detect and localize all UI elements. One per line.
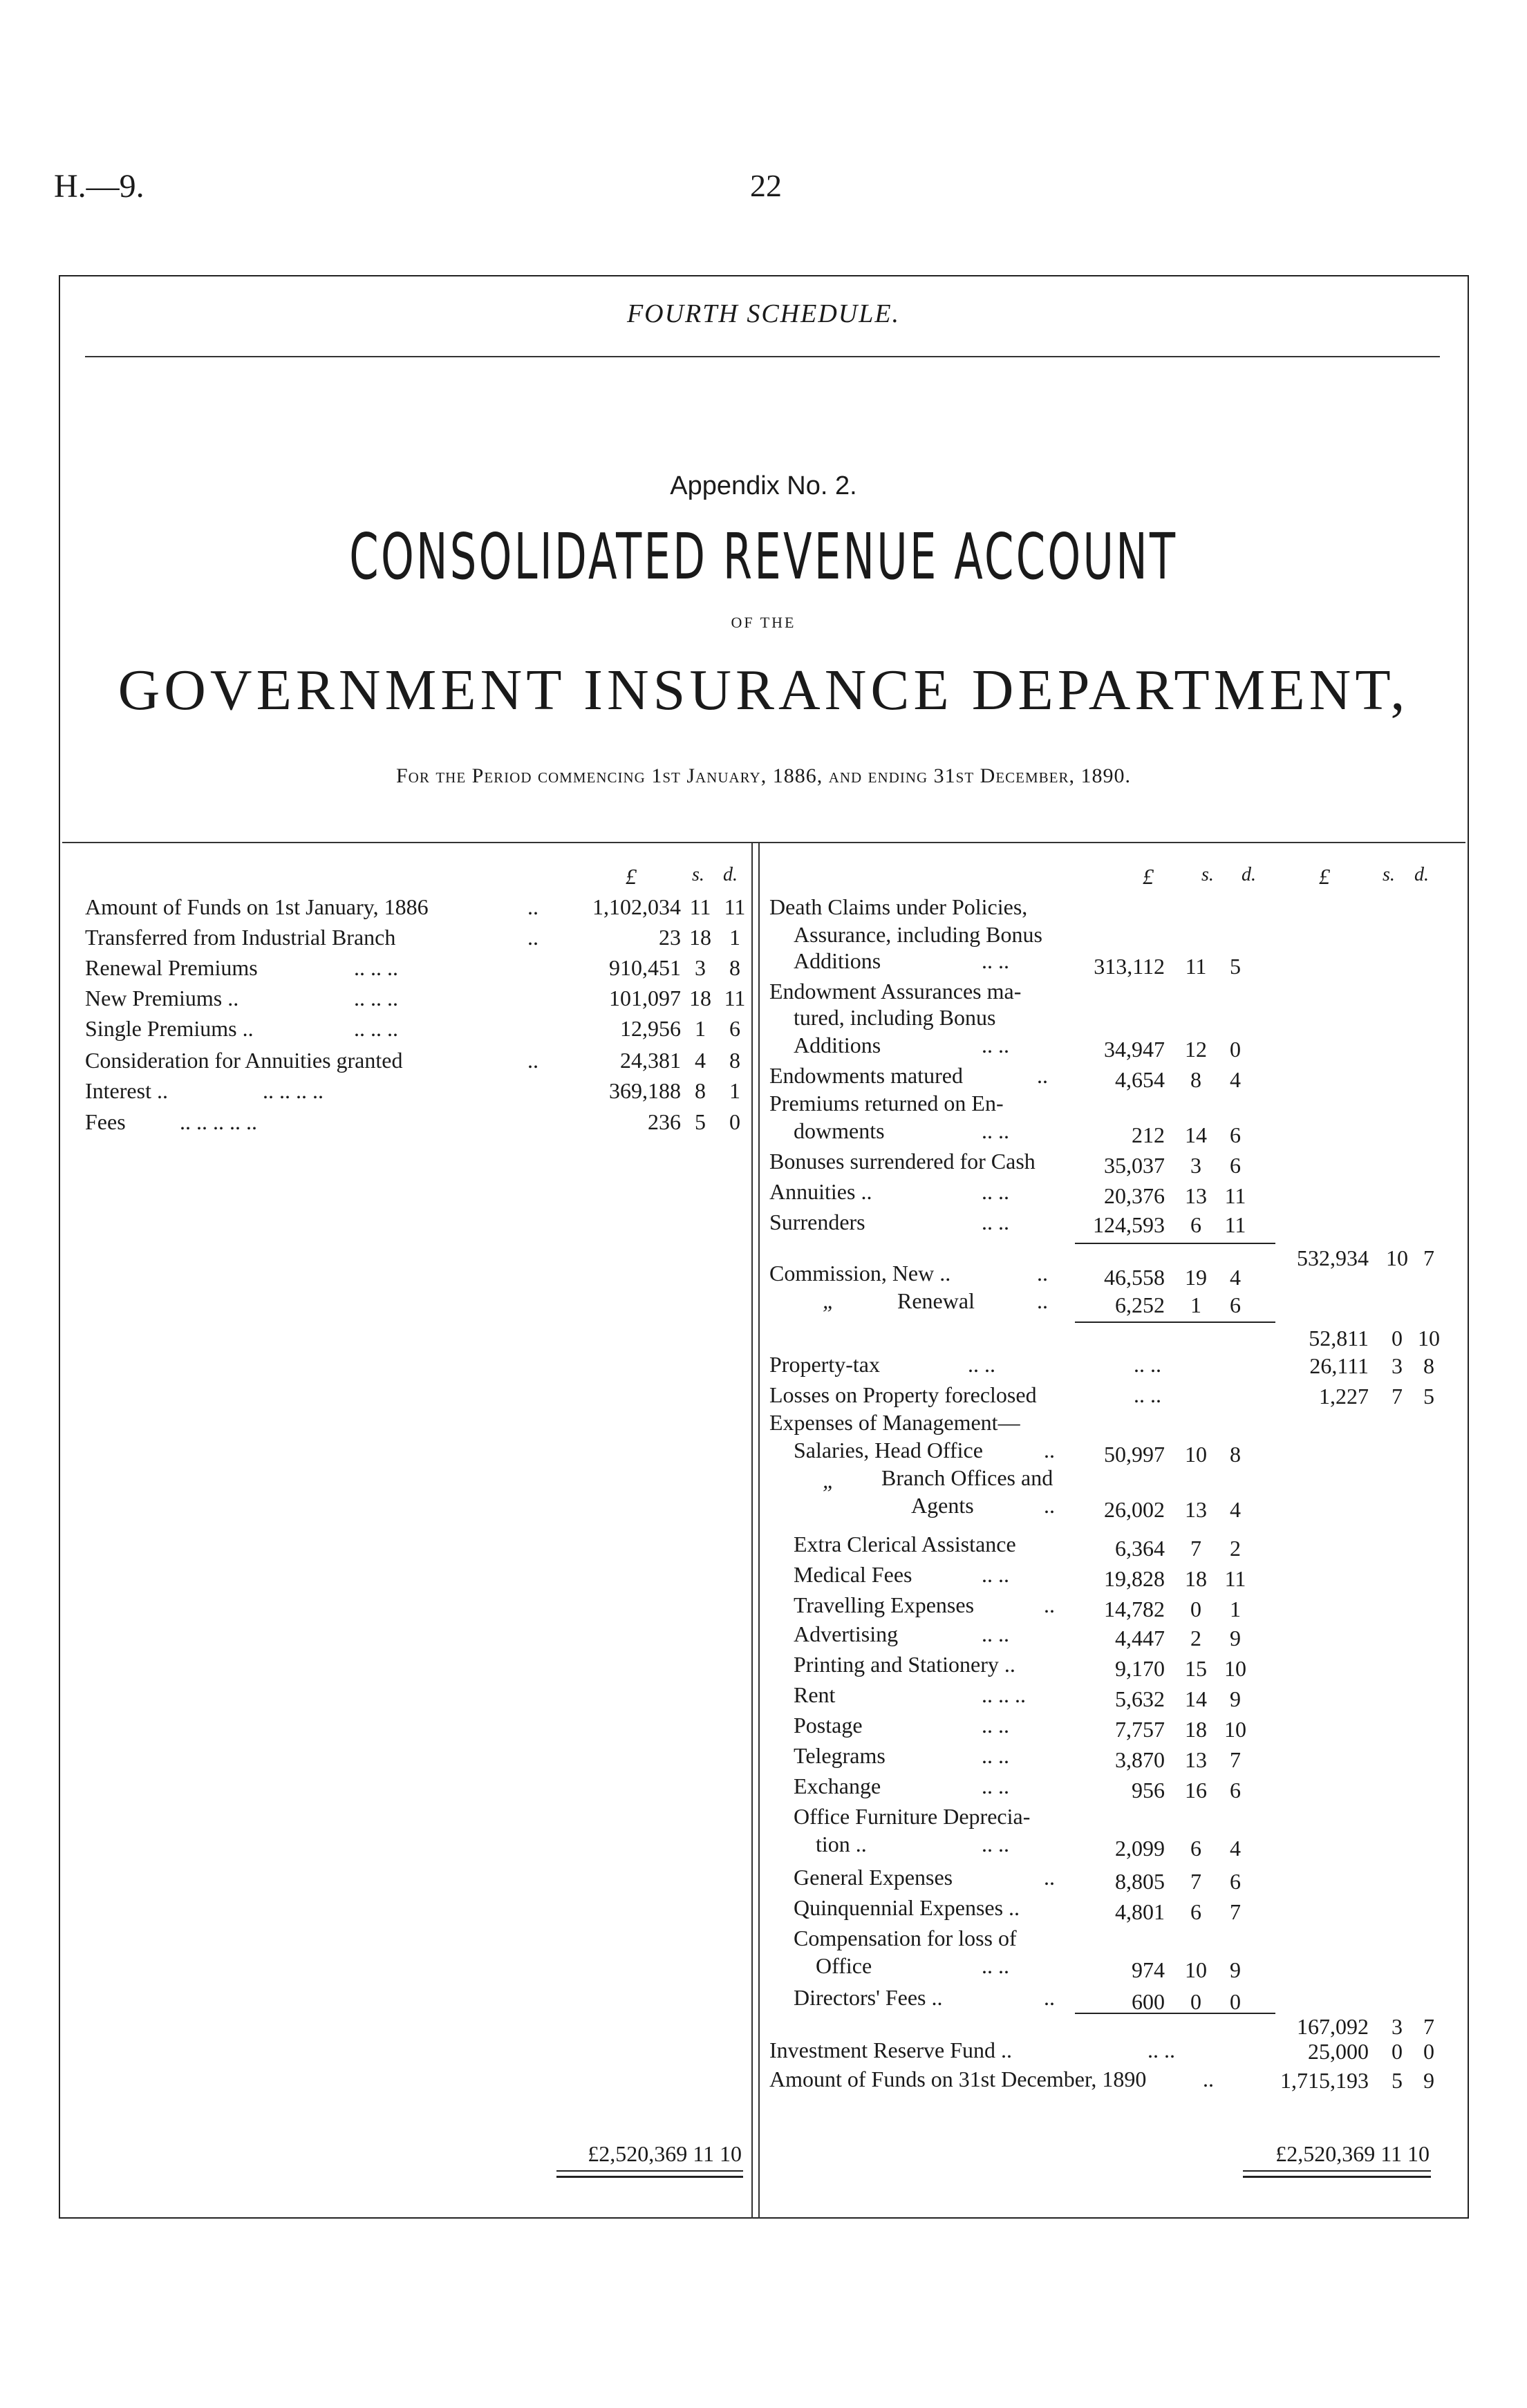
amount-pounds: 26,002 bbox=[1104, 1497, 1165, 1522]
row-label: Additions bbox=[794, 948, 881, 973]
row-leader: .. .. .. bbox=[354, 1016, 398, 1041]
amount-shillings: 10 bbox=[1185, 1957, 1207, 1982]
amount-pounds: 4,801 bbox=[1115, 1899, 1165, 1924]
amount-pounds: 19,828 bbox=[1104, 1566, 1165, 1591]
amount-shillings: 16 bbox=[1185, 1778, 1207, 1803]
amount-pence: 10 bbox=[1224, 1656, 1246, 1681]
amount-shillings: 18 bbox=[689, 986, 711, 1010]
row-leader: .. .. bbox=[982, 1774, 1009, 1798]
row-leader: .. bbox=[1044, 1985, 1055, 2010]
row-leader: .. .. bbox=[1147, 2038, 1175, 2062]
amount-pence: 1 bbox=[729, 925, 740, 950]
row-leader: .. bbox=[1044, 1865, 1055, 1890]
amount-pence: 8 bbox=[729, 955, 740, 980]
amount-shillings: 8 bbox=[1190, 1067, 1201, 1092]
row-label: Endowments matured bbox=[769, 1063, 963, 1088]
amount-pence: 4 bbox=[1230, 1265, 1241, 1290]
row-label: Postage bbox=[794, 1713, 863, 1738]
row-leader: .. .. .. bbox=[982, 1682, 1026, 1707]
amount-pounds: 101,097 bbox=[609, 986, 681, 1010]
column-divider-left bbox=[751, 842, 753, 2219]
amount-pence: 8 bbox=[729, 1048, 740, 1073]
amount-pounds: 167,092 bbox=[1297, 2014, 1369, 2039]
amount-pence: 0 bbox=[1230, 1037, 1241, 1062]
amount-shillings: 0 bbox=[1190, 1989, 1201, 2014]
row-label: New Premiums .. bbox=[85, 986, 239, 1010]
amount-pounds: 600 bbox=[1132, 1989, 1165, 2014]
amount-shillings: 7 bbox=[1190, 1869, 1201, 1894]
amount-pounds: 5,632 bbox=[1115, 1686, 1165, 1711]
amount-pence: 6 bbox=[729, 1016, 740, 1041]
row-leader: .. .. .. .. .. bbox=[180, 1109, 257, 1134]
amount-pence: 8 bbox=[1423, 1353, 1434, 1378]
row-label: Extra Clerical Assistance bbox=[794, 1532, 1016, 1556]
amount-shillings: 6 bbox=[1190, 1836, 1201, 1861]
row-leader: .. bbox=[1044, 1438, 1055, 1462]
row-label: Directors' Fees .. bbox=[794, 1985, 943, 2010]
amount-pounds: 50,997 bbox=[1104, 1442, 1165, 1467]
row-leader: .. .. .. bbox=[354, 955, 398, 980]
row-label: Renewal bbox=[897, 1288, 975, 1313]
row-label: Annuities .. bbox=[769, 1179, 872, 1204]
amount-pence: 11 bbox=[1224, 1212, 1246, 1237]
amount-shillings: 1 bbox=[1190, 1292, 1201, 1317]
subtotal-rule bbox=[1075, 1243, 1275, 1244]
amount-pence: 9 bbox=[1230, 1626, 1241, 1650]
row-label: tion .. bbox=[816, 1832, 867, 1856]
amount-pence: 9 bbox=[1423, 2068, 1434, 2093]
amount-pounds: 369,188 bbox=[609, 1078, 681, 1103]
amount-shillings: 6 bbox=[1190, 1899, 1201, 1924]
right-total: £2,520,369 11 10 bbox=[1275, 2141, 1430, 2166]
amount-pence: 6 bbox=[1230, 1292, 1241, 1317]
row-leader: .. bbox=[1037, 1063, 1048, 1088]
row-label: Death Claims under Policies, bbox=[769, 894, 1028, 919]
row-label: Property-tax bbox=[769, 1352, 880, 1377]
amount-shillings: 6 bbox=[1190, 1212, 1201, 1237]
amount-pounds: 25,000 bbox=[1308, 2039, 1369, 2064]
row-leader: .. .. bbox=[982, 1033, 1009, 1057]
amount-shillings: 0 bbox=[1392, 1326, 1403, 1351]
row-label: Investment Reserve Fund .. bbox=[769, 2038, 1013, 2062]
amount-shillings: 10 bbox=[1185, 1442, 1207, 1467]
row-leader: .. .. bbox=[982, 1562, 1009, 1587]
amount-pence: 4 bbox=[1230, 1067, 1241, 1092]
amount-pounds: 6,252 bbox=[1115, 1292, 1165, 1317]
amount-pounds: 4,447 bbox=[1115, 1626, 1165, 1650]
title-of-the: OF THE bbox=[731, 614, 796, 631]
amount-pounds: 124,593 bbox=[1093, 1212, 1165, 1237]
left-total: £2,520,369 11 10 bbox=[588, 2141, 742, 2166]
amount-shillings: 5 bbox=[695, 1109, 706, 1134]
row-label: Telegrams bbox=[794, 1743, 886, 1768]
row-leader: .. .. bbox=[982, 1118, 1009, 1143]
subtotal-rule bbox=[1075, 2013, 1275, 2014]
row-leader: .. .. bbox=[982, 1179, 1009, 1204]
row-leader: .. bbox=[1203, 2067, 1214, 2091]
row-leader: .. bbox=[1037, 1261, 1048, 1286]
row-label: Fees bbox=[85, 1109, 126, 1134]
row-label: Premiums returned on En- bbox=[769, 1091, 1004, 1116]
section-heading: Expenses of Management— bbox=[769, 1410, 1020, 1435]
amount-pence: 8 bbox=[1230, 1442, 1241, 1467]
amount-pounds: 2,099 bbox=[1115, 1836, 1165, 1861]
row-label: Interest .. bbox=[85, 1078, 168, 1103]
col-head-pound: £ bbox=[626, 864, 637, 889]
col-head-pound: £ bbox=[1143, 864, 1154, 889]
amount-pounds: 7,757 bbox=[1115, 1717, 1165, 1742]
row-leader: .. .. bbox=[968, 1352, 995, 1377]
row-label: Rent bbox=[794, 1682, 836, 1707]
amount-pounds: 3,870 bbox=[1115, 1747, 1165, 1772]
amount-pounds: 24,381 bbox=[620, 1048, 681, 1073]
row-leader: .. bbox=[1044, 1592, 1055, 1617]
row-label: Medical Fees bbox=[794, 1562, 912, 1587]
amount-pence: 11 bbox=[1224, 1566, 1246, 1591]
amount-shillings: 8 bbox=[695, 1078, 706, 1103]
amount-shillings: 13 bbox=[1185, 1747, 1207, 1772]
amount-shillings: 14 bbox=[1185, 1686, 1207, 1711]
amount-shillings: 0 bbox=[1392, 2039, 1403, 2064]
row-label: Advertising bbox=[794, 1621, 899, 1646]
row-leader: .. bbox=[527, 894, 538, 919]
row-label: Surrenders bbox=[769, 1210, 865, 1234]
amount-pence: 5 bbox=[1230, 954, 1241, 979]
amount-pence: 11 bbox=[1224, 1183, 1246, 1208]
row-label: Office bbox=[816, 1953, 872, 1978]
row-label: Printing and Stationery .. bbox=[794, 1652, 1015, 1677]
row-label: Commission, New .. bbox=[769, 1261, 951, 1286]
amount-pence: 2 bbox=[1230, 1536, 1241, 1561]
amount-shillings: 7 bbox=[1190, 1536, 1201, 1561]
row-label: Endowment Assurances ma- bbox=[769, 979, 1022, 1004]
amount-shillings: 18 bbox=[1185, 1566, 1207, 1591]
row-label: Assurance, including Bonus bbox=[794, 922, 1042, 947]
amount-shillings: 11 bbox=[1185, 954, 1207, 979]
amount-shillings: 19 bbox=[1185, 1265, 1207, 1290]
amount-pounds: 34,947 bbox=[1104, 1037, 1165, 1062]
amount-pence: 7 bbox=[1423, 1245, 1434, 1270]
amount-shillings: 18 bbox=[689, 925, 711, 950]
row-label: Agents bbox=[911, 1493, 974, 1518]
amount-shillings: 5 bbox=[1392, 2068, 1403, 2093]
amount-pounds: 1,715,193 bbox=[1280, 2068, 1369, 2093]
left-total-rule bbox=[556, 2170, 743, 2178]
amount-shillings: 4 bbox=[695, 1048, 706, 1073]
amount-pounds: 910,451 bbox=[609, 955, 681, 980]
amount-pounds: 1,227 bbox=[1319, 1384, 1369, 1409]
amount-pence: 4 bbox=[1230, 1836, 1241, 1861]
amount-pounds: 974 bbox=[1132, 1957, 1165, 1982]
col-head-pence: d. bbox=[723, 864, 738, 885]
row-leader: .. .. bbox=[982, 1953, 1009, 1978]
table-top-rule bbox=[62, 842, 1465, 843]
row-label: Amount of Funds on 1st January, 1886 bbox=[85, 894, 429, 919]
title-line-1: CONSOLIDATED REVENUE ACCOUNT bbox=[349, 520, 1178, 594]
row-label: Salaries, Head Office bbox=[794, 1438, 983, 1462]
row-label: Travelling Expenses bbox=[794, 1592, 975, 1617]
row-label: Losses on Property foreclosed bbox=[769, 1382, 1037, 1407]
amount-pounds: 35,037 bbox=[1104, 1153, 1165, 1178]
amount-shillings: 14 bbox=[1185, 1122, 1207, 1147]
row-label: Additions bbox=[794, 1033, 881, 1057]
ditto-mark: „ bbox=[823, 1468, 835, 1493]
col-head-shillings: s. bbox=[1383, 864, 1395, 885]
amount-shillings: 3 bbox=[1190, 1153, 1201, 1178]
row-leader: .. .. bbox=[982, 1210, 1009, 1234]
row-label: Amount of Funds on 31st December, 1890 bbox=[769, 2067, 1147, 2091]
amount-pounds: 4,654 bbox=[1115, 1067, 1165, 1092]
divider bbox=[85, 356, 1440, 357]
row-leader: .. bbox=[527, 1048, 538, 1073]
amount-shillings: 0 bbox=[1190, 1597, 1201, 1621]
amount-pounds: 46,558 bbox=[1104, 1265, 1165, 1290]
row-label: Exchange bbox=[794, 1774, 881, 1798]
row-label: tured, including Bonus bbox=[794, 1005, 996, 1030]
row-label: General Expenses bbox=[794, 1865, 953, 1890]
row-leader: .. .. bbox=[1134, 1352, 1161, 1377]
page-number: 22 bbox=[750, 168, 782, 203]
amount-pounds: 23 bbox=[659, 925, 681, 950]
amount-pounds: 9,170 bbox=[1115, 1656, 1165, 1681]
amount-pounds: 1,102,034 bbox=[592, 894, 681, 919]
amount-shillings: 10 bbox=[1386, 1245, 1408, 1270]
row-label: Transferred from Industrial Branch bbox=[85, 925, 396, 950]
amount-pence: 11 bbox=[724, 986, 746, 1010]
col-head-pence: d. bbox=[1414, 864, 1429, 885]
amount-shillings: 11 bbox=[689, 894, 711, 919]
amount-pounds: 212 bbox=[1132, 1122, 1165, 1147]
row-label: Renewal Premiums bbox=[85, 955, 258, 980]
amount-pence: 10 bbox=[1224, 1717, 1246, 1742]
amount-shillings: 13 bbox=[1185, 1183, 1207, 1208]
amount-shillings: 18 bbox=[1185, 1717, 1207, 1742]
amount-pence: 7 bbox=[1230, 1747, 1241, 1772]
row-leader: .. .. bbox=[982, 1743, 1009, 1768]
column-divider-right bbox=[758, 842, 760, 2219]
col-head-shillings: s. bbox=[1201, 864, 1214, 885]
row-label: Quinquennial Expenses .. bbox=[794, 1895, 1020, 1920]
amount-shillings: 3 bbox=[1392, 1353, 1403, 1378]
amount-shillings: 15 bbox=[1185, 1656, 1207, 1681]
amount-pence: 1 bbox=[729, 1078, 740, 1103]
period-line: For the Period commencing 1st January, 1886, and ending 31st December, 1890. bbox=[395, 764, 1132, 787]
row-leader: .. .. .. .. bbox=[263, 1078, 324, 1103]
amount-pounds: 26,111 bbox=[1309, 1353, 1369, 1378]
amount-pence: 4 bbox=[1230, 1497, 1241, 1522]
amount-pence: 1 bbox=[1230, 1597, 1241, 1621]
amount-shillings: 3 bbox=[695, 955, 706, 980]
amount-pence: 6 bbox=[1230, 1869, 1241, 1894]
amount-pence: 6 bbox=[1230, 1778, 1241, 1803]
row-leader: .. .. bbox=[1134, 1382, 1161, 1407]
row-leader: .. .. bbox=[982, 1713, 1009, 1738]
amount-shillings: 13 bbox=[1185, 1497, 1207, 1522]
appendix-label: Appendix No. 2. bbox=[670, 471, 857, 500]
schedule-heading: FOURTH SCHEDULE. bbox=[626, 299, 901, 328]
amount-pounds: 14,782 bbox=[1104, 1597, 1165, 1621]
row-leader: .. .. .. bbox=[354, 986, 398, 1010]
row-label: Bonuses surrendered for Cash bbox=[769, 1149, 1036, 1174]
row-leader: .. bbox=[1044, 1493, 1055, 1518]
row-leader: .. bbox=[1037, 1288, 1048, 1313]
right-total-rule bbox=[1243, 2170, 1431, 2178]
amount-pence: 11 bbox=[724, 894, 746, 919]
col-head-pence: d. bbox=[1242, 864, 1256, 885]
row-label: dowments bbox=[794, 1118, 885, 1143]
row-label: Office Furniture Deprecia- bbox=[794, 1804, 1031, 1829]
amount-pounds: 52,811 bbox=[1309, 1326, 1369, 1351]
ditto-mark: „ bbox=[823, 1288, 835, 1313]
amount-pounds: 532,934 bbox=[1297, 1245, 1369, 1270]
row-label: Compensation for loss of bbox=[794, 1926, 1017, 1950]
row-leader: .. .. bbox=[982, 1832, 1009, 1856]
amount-shillings: 12 bbox=[1185, 1037, 1207, 1062]
amount-pounds: 20,376 bbox=[1104, 1183, 1165, 1208]
row-label: Single Premiums .. bbox=[85, 1016, 254, 1041]
row-label: Consideration for Annuities granted bbox=[85, 1048, 403, 1073]
amount-pounds: 6,364 bbox=[1115, 1536, 1165, 1561]
amount-pence: 7 bbox=[1230, 1899, 1241, 1924]
page-reference: H.—9. bbox=[54, 168, 144, 205]
amount-pounds: 313,112 bbox=[1094, 954, 1165, 979]
amount-pence: 6 bbox=[1230, 1153, 1241, 1178]
amount-shillings: 7 bbox=[1392, 1384, 1403, 1409]
amount-pence: 10 bbox=[1418, 1326, 1440, 1351]
amount-pence: 6 bbox=[1230, 1122, 1241, 1147]
amount-shillings: 3 bbox=[1392, 2014, 1403, 2039]
amount-shillings: 2 bbox=[1190, 1626, 1201, 1650]
row-leader: .. .. bbox=[982, 948, 1009, 973]
amount-pounds: 8,805 bbox=[1115, 1869, 1165, 1894]
amount-pence: 0 bbox=[1423, 2039, 1434, 2064]
amount-pence: 9 bbox=[1230, 1686, 1241, 1711]
amount-pounds: 236 bbox=[648, 1109, 681, 1134]
col-head-shillings: s. bbox=[692, 864, 704, 885]
row-leader: .. .. bbox=[982, 1621, 1009, 1646]
amount-pounds: 956 bbox=[1132, 1778, 1165, 1803]
amount-shillings: 1 bbox=[695, 1016, 706, 1041]
amount-pence: 9 bbox=[1230, 1957, 1241, 1982]
amount-pence: 7 bbox=[1423, 2014, 1434, 2039]
amount-pence: 0 bbox=[729, 1109, 740, 1134]
amount-pounds: 12,956 bbox=[620, 1016, 681, 1041]
amount-pence: 5 bbox=[1423, 1384, 1434, 1409]
row-label: Branch Offices and bbox=[881, 1465, 1053, 1490]
title-line-2: GOVERNMENT INSURANCE DEPARTMENT, bbox=[118, 658, 1409, 722]
col-head-pound: £ bbox=[1319, 864, 1330, 889]
amount-pence: 0 bbox=[1230, 1989, 1241, 2014]
row-leader: .. bbox=[527, 925, 538, 950]
subtotal-rule bbox=[1075, 1321, 1275, 1323]
